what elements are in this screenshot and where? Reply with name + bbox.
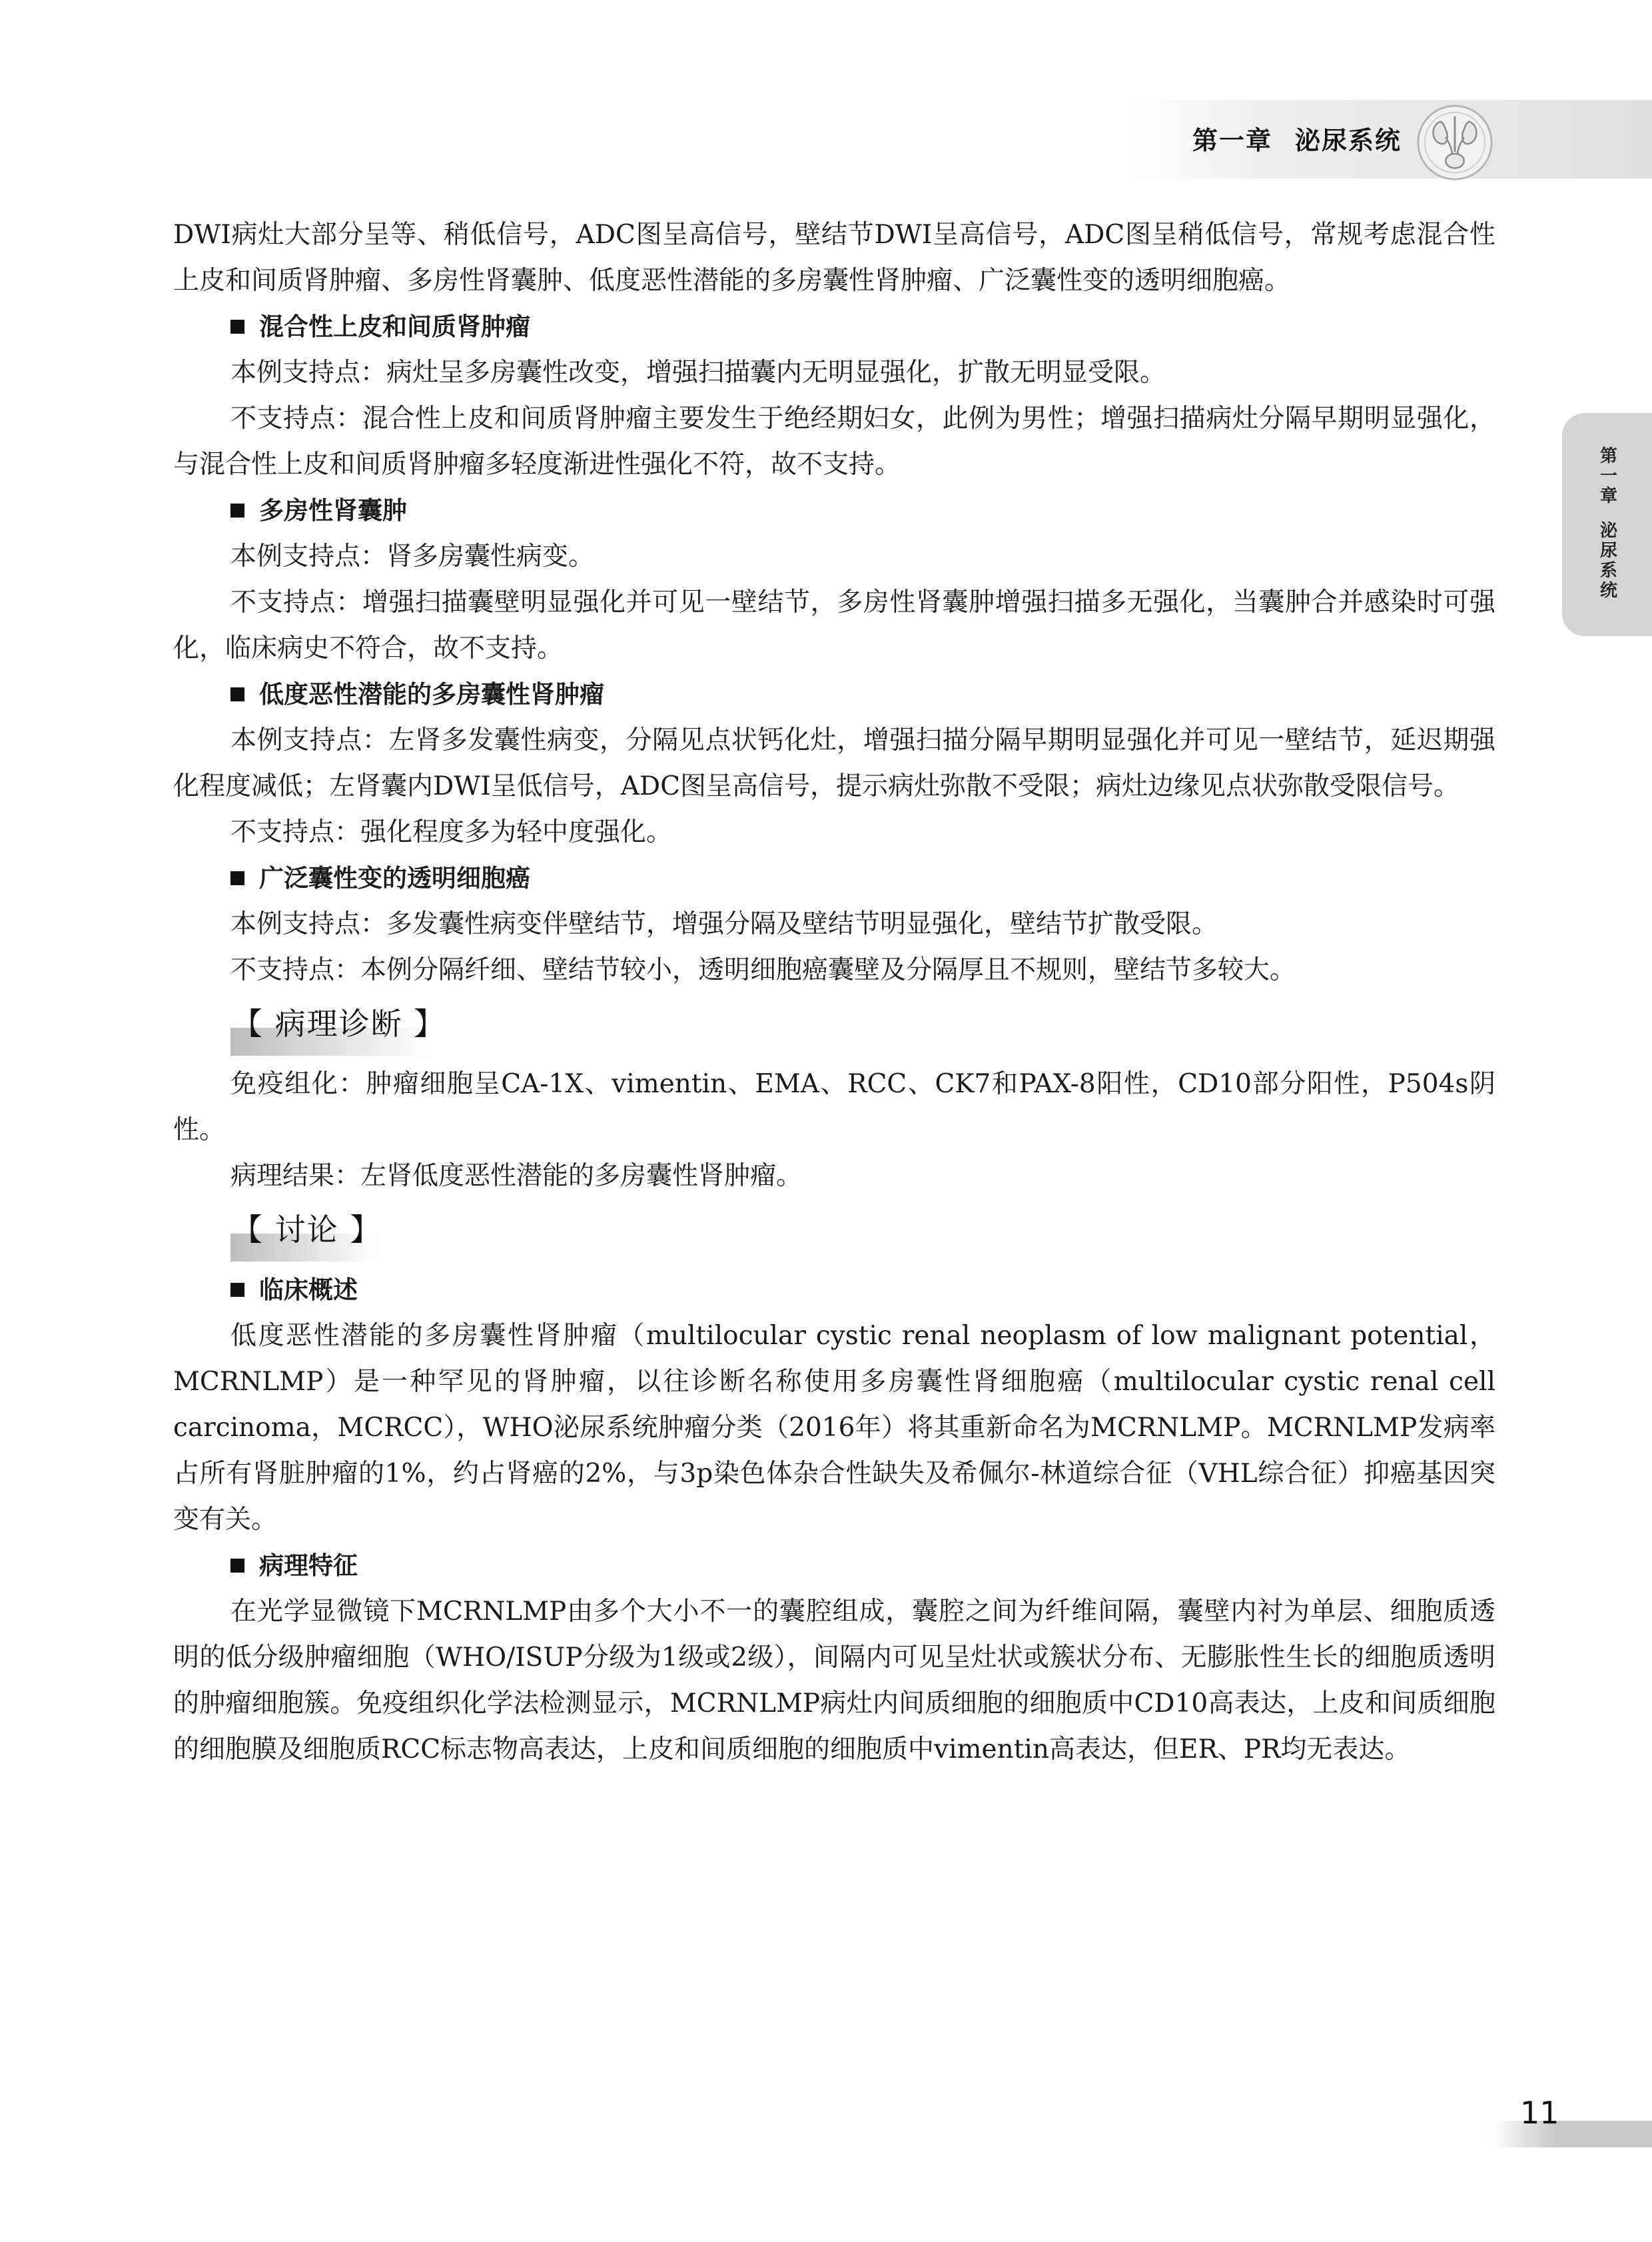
- page-number: 11: [1520, 2095, 1559, 2131]
- subheading-text: 低度恶性潜能的多房囊性肾肿瘤: [259, 680, 604, 709]
- section-title-text: 【 讨论 】: [232, 1212, 382, 1248]
- clinical-paragraph: 低度恶性潜能的多房囊性肾肿瘤（multilocular cystic renal neoplasm of low malignant potential，MCRNLMP）是一种罕见的肾肿瘤，以往诊断名称使用多房囊性肾细胞癌（multilocular cystic renal cell carcinoma，MCRCC），WHO泌尿系统肿瘤分类（2016年）将其重新命名为MCRNLMP。MCRNLMP发病率占所有肾脏肿瘤的1%，约占肾癌的2%，与3p染色体杂合性缺失及希佩尔-林道综合征（VHL综合征）抑癌基因突变有关。: [173, 1321, 1495, 1535]
- side-tab-label: [1595, 446, 1622, 601]
- square-bullet-icon: [230, 504, 244, 518]
- header-system: 泌尿系统: [1295, 126, 1402, 155]
- subheading-cystic-clear-cell: [173, 855, 1495, 901]
- side-tab-system: 泌尿系统: [1599, 521, 1617, 601]
- d4-support-paragraph: 本例支持点：多发囊性病变伴壁结节，增强分隔及壁结节明显强化，壁结节扩散受限。: [230, 909, 1218, 939]
- square-bullet-icon: [230, 320, 244, 334]
- subheading-mcrnlmp: [173, 671, 1495, 717]
- subheading-pathology-features: [173, 1543, 1495, 1589]
- subheading-mixed-epithelial-stromal: [173, 304, 1495, 350]
- side-tab-chapter: 第一章: [1599, 446, 1617, 506]
- subheading-text: 临床概述: [259, 1276, 358, 1304]
- d2-support-paragraph: 本例支持点：肾多房囊性病变。: [230, 542, 595, 571]
- subheading-text: 病理特征: [259, 1551, 358, 1580]
- subheading-clinical-overview: [173, 1267, 1495, 1313]
- header-chapter: 第一章: [1192, 126, 1273, 155]
- d3-oppose-paragraph: 不支持点：强化程度多为轻中度强化。: [230, 817, 673, 847]
- page-content: [173, 212, 1495, 1772]
- square-bullet-icon: [230, 871, 244, 885]
- section-title-text: 【 病理诊断 】: [232, 1006, 446, 1042]
- square-bullet-icon: [230, 687, 244, 701]
- square-bullet-icon: [230, 1559, 244, 1573]
- pathology-result-paragraph: 病理结果：左肾低度恶性潜能的多房囊性肾肿瘤。: [230, 1161, 803, 1191]
- d1-oppose-paragraph: 不支持点：混合性上皮和间质肾肿瘤主要发生于绝经期妇女，此例为男性；增强扫描病灶分隔早期明显强化，与混合性上皮和间质肾肿瘤多轻度渐进性强化不符，故不支持。: [173, 404, 1495, 480]
- urinary-system-icon: [1416, 103, 1494, 182]
- subheading-multilocular-cyst: [173, 488, 1495, 534]
- pathology-features-paragraph: 在光学显微镜下MCRNLMP由多个大小不一的囊腔组成，囊腔之间为纤维间隔，囊壁内衬为单层、细胞质透明的低分级肿瘤细胞（WHO/ISUP分级为1级或2级），间隔内可见呈灶状或簇状分布、无膨胀性生长的细胞质透明的肿瘤细胞簇。免疫组织化学法检测显示，MCRNLMP病灶内间质细胞的细胞质中CD10高表达，上皮和间质细胞的细胞膜及细胞质RCC标志物高表达，上皮和间质细胞的细胞质中vimentin高表达，但ER、PR均无表达。: [173, 1597, 1495, 1764]
- intro-paragraph: DWI病灶大部分呈等、稍低信号，ADC图呈高信号，壁结节DWI呈高信号，ADC图呈稍低信号，常规考虑混合性上皮和间质肾肿瘤、多房性肾囊肿、低度恶性潜能的多房囊性肾肿瘤、广泛囊性变的透明细胞癌。: [173, 220, 1495, 296]
- subheading-text: 多房性肾囊肿: [259, 496, 407, 525]
- d2-oppose-paragraph: 不支持点：增强扫描囊壁明显强化并可见一壁结节，多房性肾囊肿增强扫描多无强化，当囊肿合并感染时可强化，临床病史不符合，故不支持。: [173, 587, 1495, 663]
- immuno-paragraph: 免疫组化：肿瘤细胞呈CA-1X、vimentin、EMA、RCC、CK7和PAX-8阳性，CD10部分阳性，P504s阴性。: [173, 1069, 1495, 1145]
- page-number-band: [1491, 2121, 1652, 2147]
- d3-support-paragraph: 本例支持点：左肾多发囊性病变，分隔见点状钙化灶，增强扫描分隔早期明显强化并可见一壁结节，延迟期强化程度减低；左肾囊内DWI呈低信号，ADC图呈高信号，提示病灶弥散不受限；病灶边缘见点状弥散受限信号。: [173, 725, 1495, 801]
- section-title-discussion: [173, 1202, 1495, 1266]
- d1-support-paragraph: 本例支持点：病灶呈多房囊性改变，增强扫描囊内无明显强化，扩散无明显受限。: [230, 358, 1166, 388]
- running-header: [1192, 120, 1402, 157]
- subheading-text: 广泛囊性变的透明细胞癌: [259, 864, 530, 893]
- section-title-pathology: [173, 996, 1495, 1060]
- square-bullet-icon: [230, 1283, 244, 1297]
- subheading-text: 混合性上皮和间质肾肿瘤: [259, 312, 530, 341]
- d4-oppose-paragraph: 不支持点：本例分隔纤细、壁结节较小，透明细胞癌囊壁及分隔厚且不规则，壁结节多较大。: [230, 955, 1296, 985]
